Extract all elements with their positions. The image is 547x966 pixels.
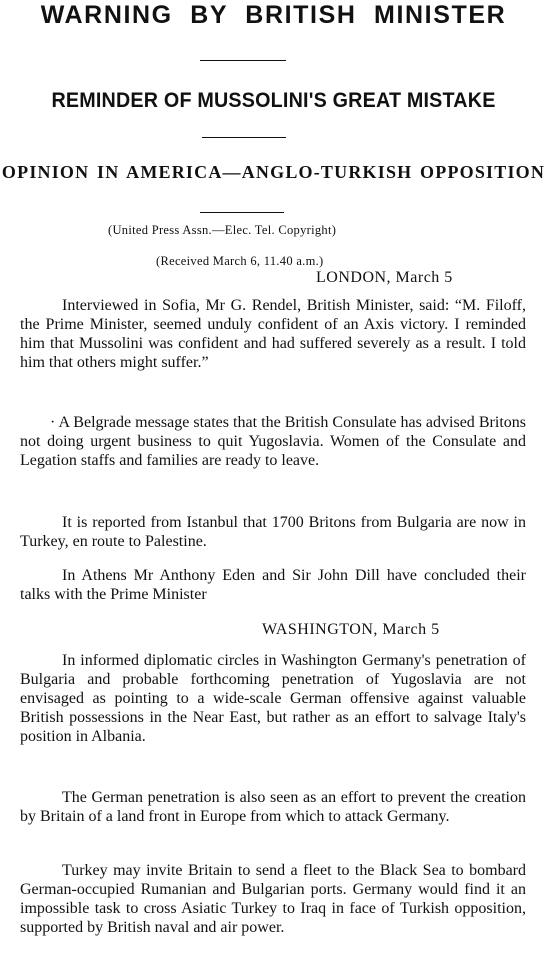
divider-rule — [202, 137, 286, 138]
paragraph-athens: In Athens Mr Anthony Eden and Sir John Dill have concluded their talks with the Prime Minister — [20, 567, 526, 603]
paragraph-istanbul: It is reported from Istanbul that 1700 Britons from Bulgaria are now in Turkey, en route to Palestine. — [20, 514, 526, 550]
paragraph-german-penetration: The German penetration is also seen as an effort to prevent the creation by Britain of a land front in Europe from which to attack Germany. — [20, 789, 526, 825]
subheadline: REMINDER OF MUSSOLINI'S GREAT MISTAKE — [51, 89, 496, 112]
paragraph-turkey: Turkey may invite Britain to send a fleet to the Black Sea to bombard German-occupied Rumanian and Bulgarian ports. Germany would find it an impossible task to cross Asiatic Turkey to Iraq in face of Turkish opposition, supported by British naval and air power. — [20, 862, 526, 936]
paragraph-rendel: Interviewed in Sofia, Mr G. Rendel, British Minister, said: “M. Filoff, the Prime Minister, seemed unduly confident of an Axis victory. I reminded him that Mussolini was confident and had suffered severely as a result. I told him that others might suffer.” — [20, 297, 526, 371]
dateline-london: LONDON, March 5 — [316, 269, 453, 286]
divider-rule — [200, 60, 286, 61]
divider-rule — [200, 212, 284, 213]
dateline-washington: WASHINGTON, March 5 — [262, 621, 440, 638]
deck-heading: OPINION IN AMERICA—ANGLO-TURKISH OPPOSITION — [1, 162, 546, 182]
paragraph-belgrade: · A Belgrade message states that the British Consulate has advised Britons not doing urgent business to quit Yugoslavia. Women of the Consulate and Legation staffs and families are ready to leave. — [20, 414, 526, 469]
received-time: (Received March 6, 11.40 a.m.) — [156, 254, 324, 268]
copyright-credit: (United Press Assn.—Elec. Tel. Copyright) — [108, 223, 337, 237]
headline: WARNING BY BRITISH MINISTER — [40, 1, 507, 29]
paragraph-washington-circles: In informed diplomatic circles in Washington Germany's penetration of Bulgaria and probable forthcoming penetration of Yugoslavia are not envisaged as pointing to a wide-scale German offensive against valuable British possessions in the Near East, but rather as an effort to salvage Italy's position in Albania. — [20, 652, 526, 745]
